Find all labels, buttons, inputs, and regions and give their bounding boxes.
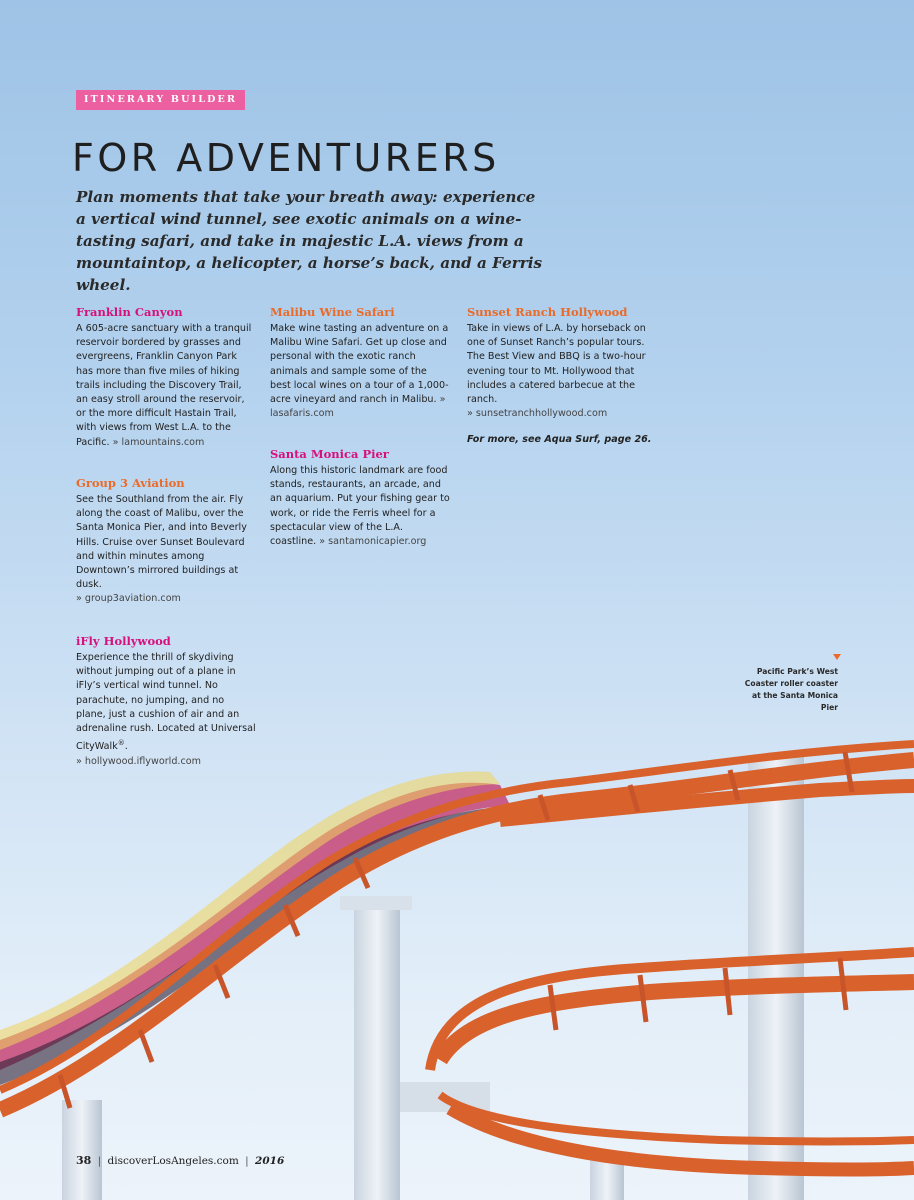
entry-body: See the Southland from the air. Fly along the coast of Malibu, over the Santa Monica Pier, and into Beverly Hills. Cruise over Sunset Boulevard and within minutes among Downtown’s mirrored buildings at dusk. [76,494,247,591]
footer-separator: | [245,1155,249,1167]
photo-caption: Pacific Park’s West Coaster roller coaster at the Santa Monica Pier [744,667,838,712]
entry-title: Malibu Wine Safari [270,305,395,319]
footer-year: 2016 [255,1155,285,1167]
entry-link[interactable]: » hollywood.iflyworld.com [76,755,201,767]
caption-arrow-icon [833,654,841,660]
see-also-note: For more, see Aqua Surf, page 26. [467,434,652,445]
entry-title: Group 3 Aviation [76,476,185,490]
entry-link[interactable]: » sunsetranchhollywood.com [467,408,608,420]
entry-title: Franklin Canyon [76,305,183,319]
intro-deck: Plan moments that take your breath away: experience a vertical wind tunnel, see exotic animals on a wine-tasting safari, and take in majestic L.A. views from a mountaintop, a helicopter, a horse’s back, and a Ferris wheel. [76,188,543,294]
entry-malibu-wine-safari [270,305,450,421]
page-footer [76,1154,284,1167]
entry-body [270,322,450,421]
entry-title: Santa Monica Pier [270,447,389,461]
entry-link[interactable]: » group3aviation.com [76,593,181,605]
entry-text: Make wine tasting an adventure on a Malibu Wine Safari. Get up close and personal with the exotic ranch animals and sample some of the best local wines on a tour of a 1,000-acre vineyard and ranch in Malibu. [270,323,449,406]
entry-period: . [124,741,128,753]
entry-body: Take in views of L.A. by horseback on one of Sunset Ranch’s popular tours. The Best View and BBQ is a two-hour evening tour to Mt. Hollywood that includes a catered barbecue at the ranch. [467,323,646,406]
entry-body [76,651,256,755]
entry-group-3-aviation [76,476,256,607]
entry-link[interactable]: » lamountains.com [112,436,205,448]
entry-santa-monica-pier [270,447,450,549]
entry-text: Along this historic landmark are food stands, restaurants, an arcade, and an aquarium. Put your fishing gear to work, or ride the Ferris wheel for a spectacular view of the L.A. coastline. [270,465,450,548]
registered-mark: ® [117,739,125,748]
entry-text: A 605-acre sanctuary with a tranquil reservoir bordered by grasses and evergreens, Franklin Canyon Park has more than five miles of hiking trails including the Discovery Trail, an easy stroll around the reservoir, or the more difficult Hastain Trail, with views from West L.A. to the Pacific. [76,323,252,448]
footer-site: discoverLosAngeles.com [107,1155,239,1167]
entry-body [76,322,256,450]
page-number: 38 [76,1154,92,1167]
page-title: FOR ADVENTURERS [72,136,500,180]
entry-title: Sunset Ranch Hollywood [467,305,628,319]
entry-link[interactable]: » lasafaris.com [270,394,446,420]
entry-title: iFly Hollywood [76,634,171,648]
section-kicker: ITINERARY BUILDER [76,90,245,110]
entry-sunset-ranch [467,305,647,421]
footer-separator: | [97,1155,102,1167]
entry-body [270,464,450,549]
entry-franklin-canyon [76,305,256,450]
entry-ifly-hollywood [76,634,256,769]
entry-link[interactable]: » santamonicapier.org [319,536,427,548]
entry-text: Experience the thrill of skydiving without jumping out of a plane in iFly’s vertical wind tunnel. No parachute, no jumping, and no plane, just a cushion of air and an adrenaline rush. Located at Universal CityWalk [76,652,256,753]
